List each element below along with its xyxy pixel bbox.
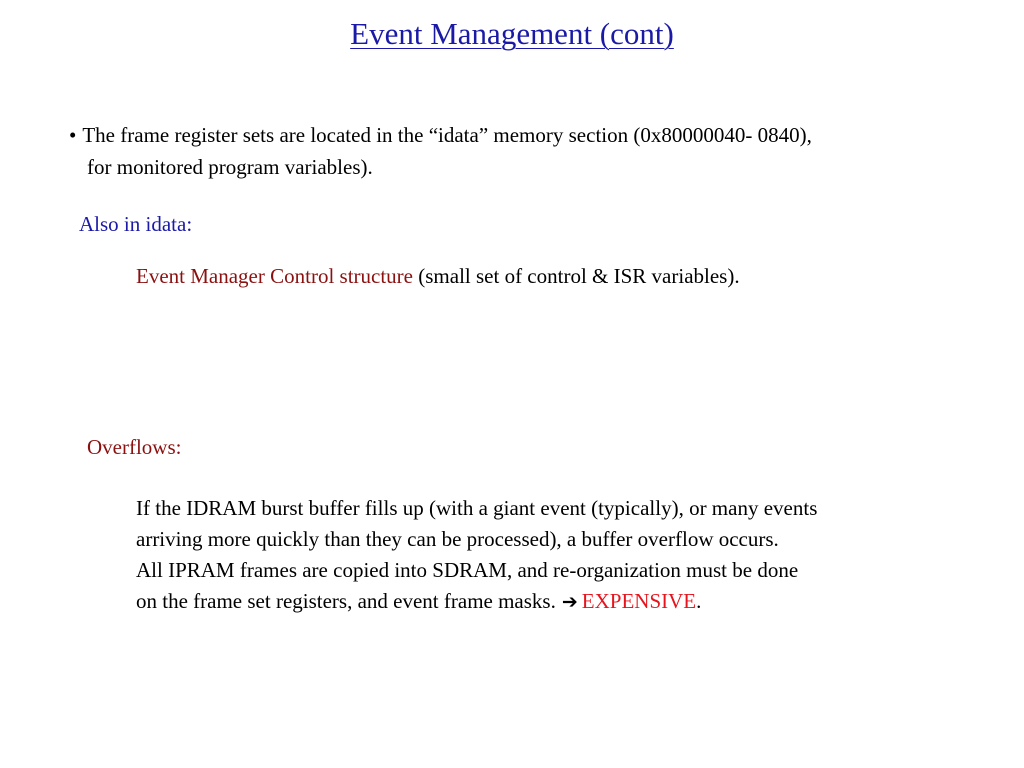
bullet-marker: •	[69, 123, 77, 147]
control-structure-highlight: Event Manager Control structure	[136, 264, 413, 288]
slide-title: Event Management (cont)	[350, 16, 674, 51]
right-arrow-icon: ➔	[561, 591, 578, 613]
bullet-line-2: for monitored program variables).	[87, 155, 373, 179]
also-in-idata-heading: Also in idata:	[79, 212, 193, 236]
bullet-line-1	[69, 119, 999, 151]
overflow-line-4-text: on the frame set registers, and event frame masks.	[136, 589, 556, 613]
control-structure-line	[136, 264, 740, 289]
overflow-line-4	[136, 586, 817, 618]
overflow-line-3: All IPRAM frames are copied into SDRAM, and re-organization must be done	[136, 558, 799, 582]
overflows-heading: Overflows:	[87, 435, 182, 459]
overflow-period: .	[696, 589, 702, 613]
expensive-label: EXPENSIVE	[581, 589, 697, 613]
overflows-paragraph	[136, 493, 817, 618]
control-structure-desc: (small set of control & ISR variables).	[413, 264, 740, 288]
overflow-line-1: If the IDRAM burst buffer fills up (with a giant event (typically), or many events	[136, 496, 818, 520]
overflow-line-2: arriving more quickly than they can be processed), a buffer overflow occurs.	[136, 527, 779, 551]
bullet-text-1: The frame register sets are located in the “idata” memory section (0x80000040- 0840),	[82, 123, 812, 147]
bullet-paragraph	[69, 119, 999, 183]
